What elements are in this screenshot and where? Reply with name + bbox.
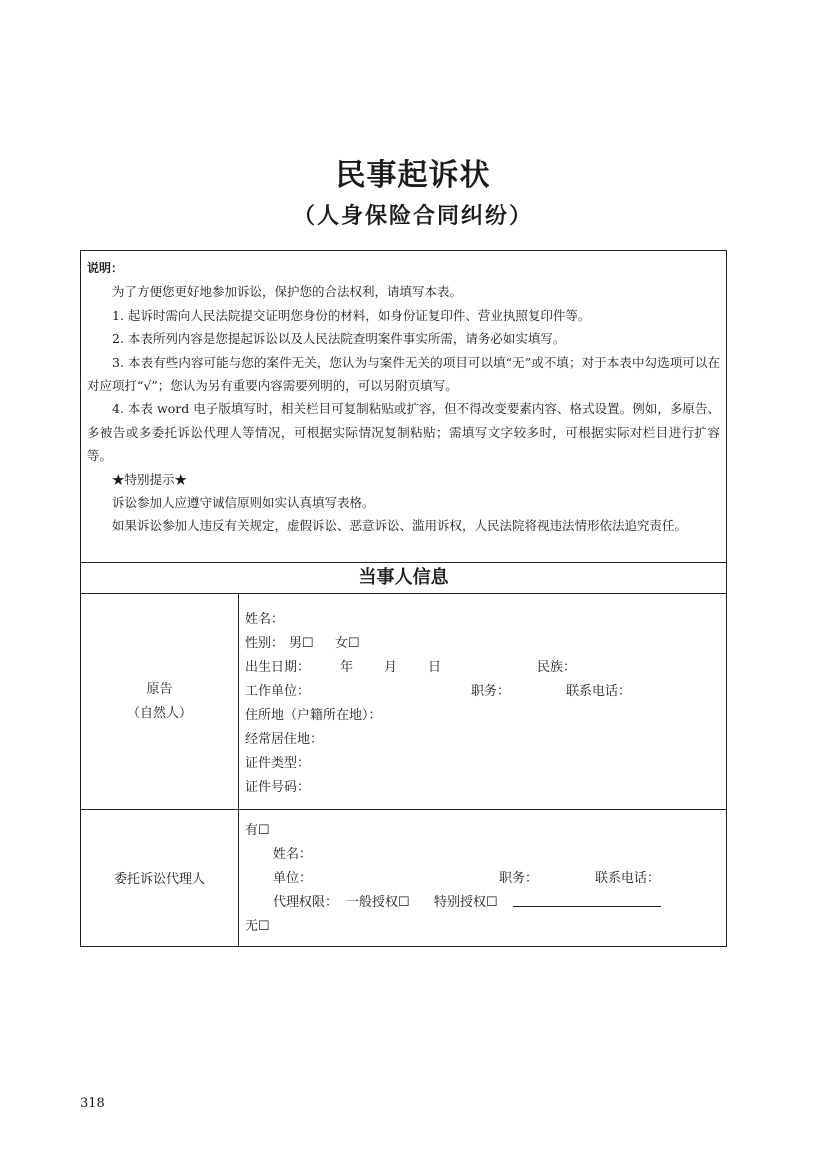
agent-yes-checkbox[interactable]: 有☐ <box>245 823 270 838</box>
agent-label-cell <box>81 868 238 892</box>
special-notice-heading: ★特别提示★ <box>112 471 188 487</box>
agent-phone-field[interactable]: 联系电话： <box>595 871 661 886</box>
agent-name-field[interactable]: 姓名： <box>273 847 313 862</box>
column-divider <box>238 593 239 946</box>
plaintiff-employer-field[interactable]: 工作单位： <box>245 684 311 699</box>
instruction-paragraph: 2. 本表所列内容是您提起诉讼以及人民法院查明案件事实所需，请务必如实填写。 <box>112 331 566 347</box>
instructions-block <box>81 251 726 562</box>
plaintiff-fields <box>245 608 715 800</box>
plaintiff-label: 原告 <box>146 682 173 697</box>
row-divider <box>81 593 726 594</box>
agent-unit-field[interactable]: 单位： <box>273 871 313 886</box>
agent-none-checkbox[interactable]: 无☐ <box>245 919 270 934</box>
instructions-heading: 说明： <box>87 261 124 275</box>
plaintiff-name-field[interactable]: 姓名： <box>245 612 285 627</box>
special-authority-blank-line[interactable] <box>513 906 661 907</box>
plaintiff-residence-field[interactable]: 经常居住地： <box>245 732 324 747</box>
document-subtitle: （人身保险合同纠纷） <box>292 204 533 229</box>
birth-day-label: 日 <box>428 660 442 675</box>
plaintiff-female-checkbox[interactable]: 女☐ <box>335 636 360 651</box>
agent-authority-label: 代理权限： <box>273 895 339 910</box>
plaintiff-male-checkbox[interactable]: 男☐ <box>289 636 314 651</box>
plaintiff-position-field[interactable]: 职务： <box>471 684 511 699</box>
instruction-paragraph: 诉讼参加人应遵守诚信原则如实认真填写表格。 <box>112 495 375 511</box>
instruction-paragraph: 1. 起诉时需向人民法院提交证明您身份的材料，如身份证复印件、营业执照复印件等。 <box>112 307 591 323</box>
birth-year-label: 年 <box>340 660 354 675</box>
agent-position-field[interactable]: 职务： <box>499 871 539 886</box>
plaintiff-phone-field[interactable]: 联系电话： <box>566 684 632 699</box>
plaintiff-sublabel: （自然人） <box>126 706 192 721</box>
instruction-paragraph: 如果诉讼参加人违反有关规定，虚假诉讼、恶意诉讼、滥用诉权，人民法院将视违法情形依法追究责任。 <box>112 518 688 534</box>
complaint-form <box>80 250 727 947</box>
plaintiff-ethnicity-field[interactable]: 民族： <box>537 660 577 675</box>
plaintiff-domicile-field[interactable]: 住所地（户籍所在地）： <box>245 708 382 723</box>
birth-month-label: 月 <box>384 660 398 675</box>
plaintiff-gender-label: 性别： <box>245 636 285 651</box>
general-authority-checkbox[interactable]: 一般授权☐ <box>346 895 410 910</box>
section-header-parties: 当事人信息 <box>358 567 449 588</box>
plaintiff-id-type-field[interactable]: 证件类型： <box>245 756 311 771</box>
special-authority-checkbox[interactable]: 特别授权☐ <box>434 895 498 910</box>
plaintiff-id-number-field[interactable]: 证件号码： <box>245 780 311 795</box>
agent-fields <box>245 819 715 939</box>
plaintiff-label-cell <box>81 678 238 726</box>
instruction-paragraph: 3. 本表有些内容可能与您的案件无关，您认为与案件无关的项目可以填“无”或不填；对于本表中勾选项可以在对应项打“√”；您认为另有重要内容需要列明的，可以另附页填写。 <box>87 354 720 394</box>
document-title: 民事起诉状 <box>335 158 491 193</box>
instruction-paragraph: 4. 本表 word 电子版填写时，相关栏目可复制粘贴或扩容，但不得改变要素内容、格式设置。例如，多原告、多被告或多委托诉讼代理人等情况，可根据实际情况复制粘贴；需填写文字较多时，可根据实际对栏目进行扩容等。 <box>87 401 720 464</box>
page-number: 318 <box>80 1096 105 1111</box>
plaintiff-birth-date-label[interactable]: 出生日期： <box>245 660 311 675</box>
instruction-paragraph: 为了方便您更好地参加诉讼，保护您的合法权利，请填写本表。 <box>112 284 463 300</box>
agent-label: 委托诉讼代理人 <box>113 872 205 887</box>
row-divider <box>81 809 726 810</box>
